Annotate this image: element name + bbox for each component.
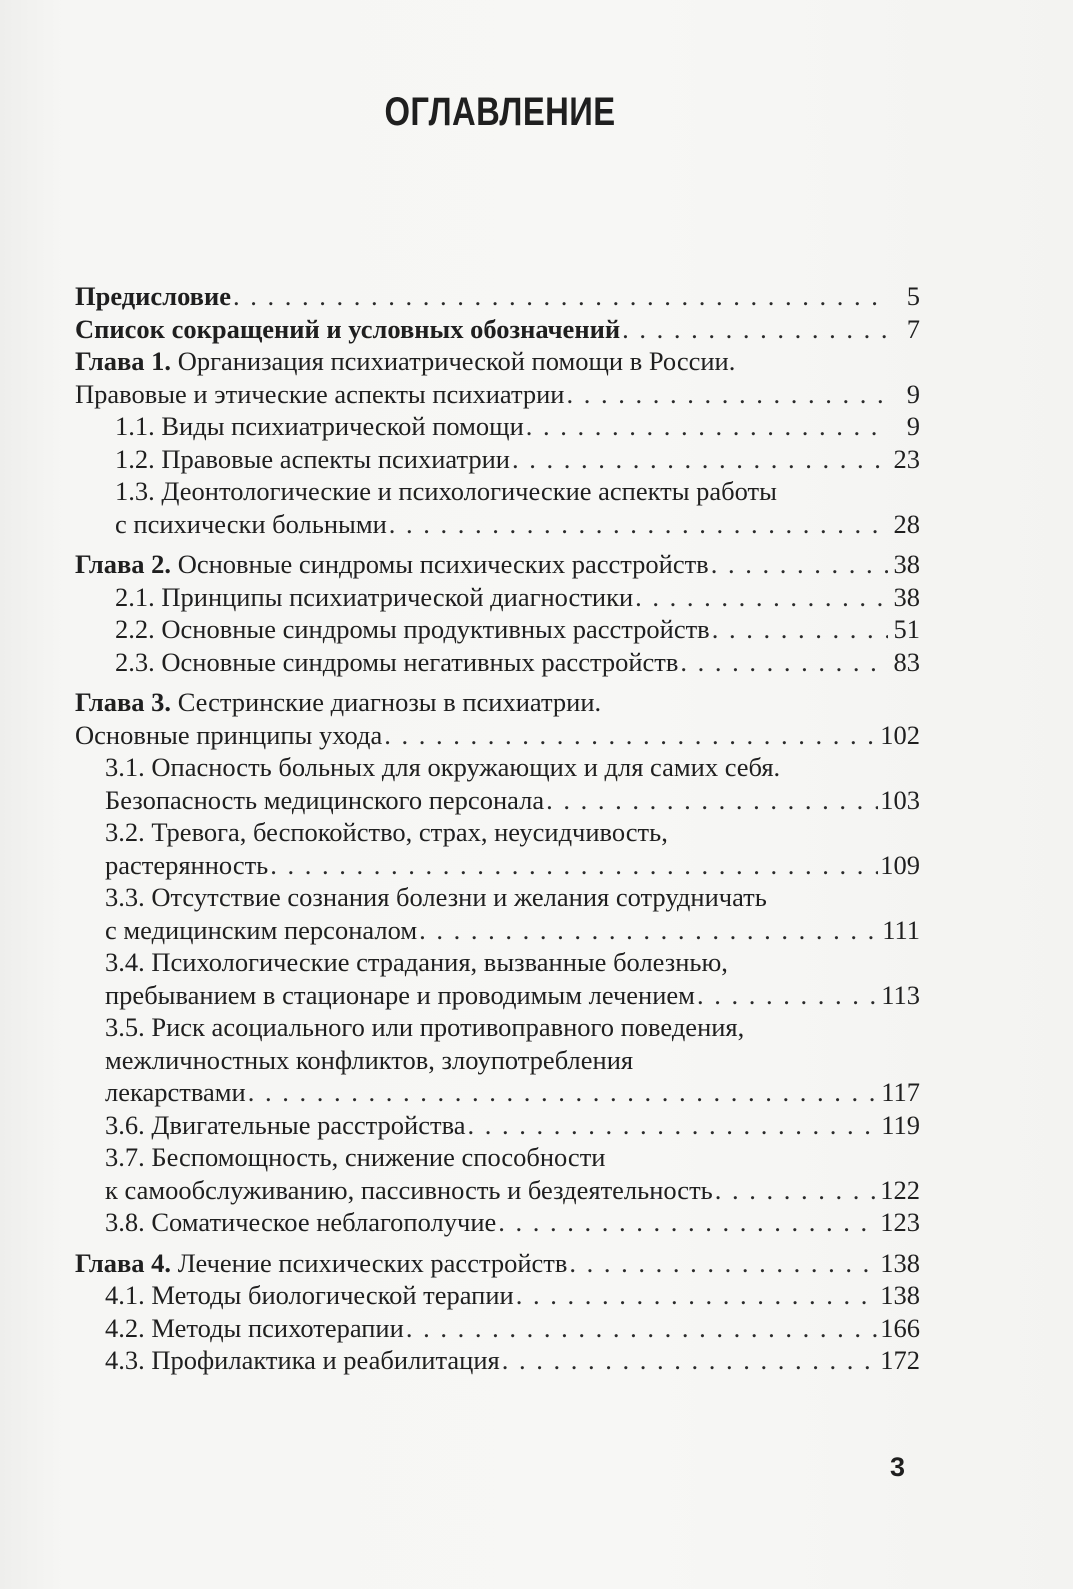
toc-label-cont: к самообслуживанию, пассивность и бездеятельность bbox=[105, 1174, 713, 1205]
toc-page: 166 bbox=[880, 1312, 920, 1343]
toc-label: 3.7. Беспомощность, снижение способности bbox=[105, 1142, 606, 1172]
toc-label: 2.2. Основные синдромы продуктивных расстройств bbox=[115, 614, 710, 644]
toc-entry-3-7[interactable] bbox=[75, 1141, 920, 1206]
toc-entry-3-8[interactable] bbox=[75, 1206, 920, 1239]
toc-entry-3-4[interactable] bbox=[75, 946, 920, 1011]
leader-dots bbox=[516, 1279, 879, 1312]
toc-entry-4-1[interactable] bbox=[75, 1279, 920, 1312]
toc-page: 7 bbox=[906, 313, 920, 344]
toc-label: 4.2. Методы психотерапии bbox=[105, 1312, 404, 1343]
page-number: 3 bbox=[890, 1452, 906, 1482]
table-of-contents bbox=[75, 280, 920, 1377]
toc-entry-chapter-1[interactable] bbox=[75, 345, 920, 410]
toc-page: 172 bbox=[880, 1345, 920, 1375]
toc-entry-chapter-4[interactable] bbox=[75, 1247, 920, 1280]
leader-dots bbox=[389, 508, 888, 541]
toc-page: 28 bbox=[893, 508, 920, 539]
leader-dots bbox=[622, 313, 888, 346]
toc-page: 38 bbox=[893, 581, 920, 612]
toc-page: 123 bbox=[880, 1207, 920, 1237]
toc-page: 5 bbox=[906, 281, 920, 311]
toc-page: 51 bbox=[893, 614, 920, 644]
toc-entry-4-3[interactable] bbox=[75, 1344, 920, 1377]
leader-dots bbox=[526, 410, 888, 443]
leader-dots bbox=[635, 581, 888, 614]
toc-entry-3-2[interactable] bbox=[75, 816, 920, 881]
toc-label: 3.2. Тревога, беспокойство, страх, неусидчивость, bbox=[105, 817, 668, 847]
toc-label: 3.1. Опасность больных для окружающих и для самих себя. bbox=[105, 752, 781, 782]
toc-page: 23 bbox=[893, 443, 920, 474]
leader-dots bbox=[546, 784, 878, 817]
toc-page: 119 bbox=[881, 1109, 920, 1140]
toc-label-cont: межличностных конфликтов, злоупотребления bbox=[105, 1044, 634, 1075]
toc-page: 122 bbox=[880, 1174, 920, 1205]
leader-dots bbox=[248, 1076, 880, 1109]
toc-entry-3-5[interactable] bbox=[75, 1011, 920, 1109]
chapter-title: Организация психиатрической помощи в России. bbox=[171, 346, 736, 376]
chapter-prefix: Глава 3. bbox=[75, 687, 172, 717]
toc-entry-2-3[interactable] bbox=[75, 646, 920, 679]
toc-label: 2.3. Основные синдромы негативных расстройств bbox=[115, 646, 679, 677]
toc-label: 3.4. Психологические страдания, вызванные болезнью, bbox=[105, 947, 728, 977]
toc-entry-3-6[interactable] bbox=[75, 1109, 920, 1142]
toc-page: 138 bbox=[880, 1280, 920, 1310]
toc-entry-3-3[interactable] bbox=[75, 881, 920, 946]
toc-entry-1-1[interactable] bbox=[75, 410, 920, 443]
toc-page: 109 bbox=[880, 849, 920, 880]
toc-label: 1.1. Виды психиатрической помощи bbox=[115, 411, 524, 441]
leader-dots bbox=[233, 280, 888, 313]
toc-page: 83 bbox=[893, 646, 920, 677]
toc-page: 9 bbox=[906, 378, 920, 409]
toc-label: 3.6. Двигательные расстройства bbox=[105, 1109, 466, 1140]
leader-dots bbox=[502, 1344, 879, 1377]
chapter-prefix: Глава 1. bbox=[75, 346, 172, 376]
leader-dots bbox=[406, 1312, 878, 1345]
spacer bbox=[75, 540, 920, 548]
spacer bbox=[75, 678, 920, 686]
leader-dots bbox=[711, 548, 888, 581]
toc-entry-abbreviations[interactable] bbox=[75, 313, 920, 346]
toc-entry-preface[interactable] bbox=[75, 280, 920, 313]
leader-dots bbox=[270, 849, 878, 882]
toc-label: 1.3. Деонтологические и психологические аспекты работы bbox=[115, 476, 777, 506]
toc-page: 102 bbox=[880, 719, 920, 750]
toc-entry-1-2[interactable] bbox=[75, 443, 920, 476]
leader-dots bbox=[468, 1109, 880, 1142]
toc-page: 138 bbox=[880, 1247, 920, 1278]
toc-page: 111 bbox=[882, 914, 920, 945]
toc-label: 1.2. Правовые аспекты психиатрии bbox=[115, 443, 510, 474]
toc-entry-chapter-2[interactable] bbox=[75, 548, 920, 581]
leader-dots bbox=[715, 1174, 879, 1207]
leader-dots bbox=[384, 719, 878, 752]
leader-dots bbox=[512, 443, 888, 476]
toc-label: Предисловие bbox=[75, 281, 231, 311]
toc-label: 3.8. Соматическое неблагополучие bbox=[105, 1207, 497, 1237]
toc-label: 3.3. Отсутствие сознания болезни и желания сотрудничать bbox=[105, 882, 767, 912]
leader-dots bbox=[697, 979, 879, 1012]
page-title: ОГЛАВЛЕНИЕ bbox=[384, 90, 616, 134]
chapter-prefix: Глава 4. bbox=[75, 1247, 172, 1278]
chapter-title-cont: Правовые и этические аспекты психиатрии bbox=[75, 378, 565, 409]
chapter-title: Сестринские диагнозы в психиатрии. bbox=[171, 687, 602, 717]
toc-label-cont: Безопасность медицинского персонала bbox=[105, 784, 545, 815]
toc-label: 4.1. Методы биологической терапии bbox=[105, 1280, 514, 1310]
leader-dots bbox=[498, 1206, 878, 1239]
toc-entry-1-3[interactable] bbox=[75, 475, 920, 540]
chapter-prefix: Глава 2. bbox=[75, 549, 172, 579]
chapter-title-cont: Основные принципы ухода bbox=[75, 719, 383, 750]
toc-entry-4-2[interactable] bbox=[75, 1312, 920, 1345]
toc-page: 113 bbox=[881, 979, 920, 1010]
toc-label: Список сокращений и условных обозначений bbox=[75, 313, 621, 344]
toc-page: 103 bbox=[880, 784, 920, 815]
chapter-title: Лечение психических расстройств bbox=[171, 1247, 568, 1278]
toc-label-cont: с медицинским персоналом bbox=[105, 914, 418, 945]
toc-page: 38 bbox=[893, 549, 920, 579]
leader-dots bbox=[712, 613, 888, 646]
leader-dots bbox=[569, 1247, 878, 1280]
spacer bbox=[75, 1239, 920, 1247]
toc-page: 9 bbox=[906, 411, 920, 441]
toc-label: 4.3. Профилактика и реабилитация bbox=[105, 1345, 500, 1375]
toc-entry-3-1[interactable] bbox=[75, 751, 920, 816]
chapter-title: Основные синдромы психических расстройств bbox=[171, 549, 709, 579]
toc-label-cont: с психически больными bbox=[115, 508, 387, 539]
toc-entry-2-1[interactable] bbox=[75, 581, 920, 614]
toc-page: 117 bbox=[881, 1077, 920, 1107]
toc-label-cont: лекарствами bbox=[105, 1077, 246, 1107]
toc-label: 2.1. Принципы психиатрической диагностики bbox=[115, 581, 634, 612]
toc-label-cont: пребыванием в стационаре и проводимым лечением bbox=[105, 979, 695, 1010]
toc-entry-2-2[interactable] bbox=[75, 613, 920, 646]
leader-dots bbox=[419, 914, 880, 947]
leader-dots bbox=[567, 378, 889, 411]
toc-label-cont: растерянность bbox=[105, 849, 269, 880]
toc-entry-chapter-3[interactable] bbox=[75, 686, 920, 751]
toc-label: 3.5. Риск асоциального или противоправного поведения, bbox=[105, 1012, 745, 1042]
leader-dots bbox=[680, 646, 888, 679]
